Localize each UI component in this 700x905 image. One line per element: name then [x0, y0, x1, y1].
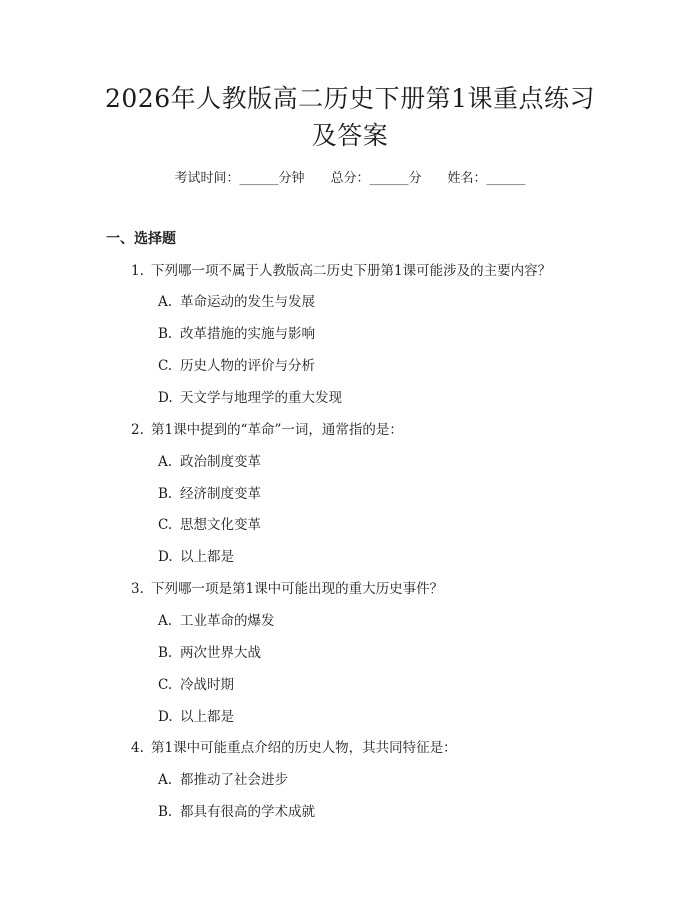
exam-meta — [0, 170, 700, 188]
option-letter: A. — [158, 454, 173, 470]
question-number: 1. — [131, 263, 144, 279]
page-title — [60, 80, 640, 154]
option-letter: C. — [158, 677, 173, 693]
option-letter: A. — [158, 772, 173, 788]
question-4-option-a — [158, 771, 288, 789]
question-text: 第1课中提到的“革命”一词，通常指的是： — [151, 422, 403, 438]
question-3 — [131, 580, 443, 598]
question-2-option-d — [158, 548, 234, 566]
section-heading: 一、选择题 — [106, 231, 176, 247]
question-1-option-c — [158, 357, 315, 375]
option-text: 革命运动的发生与发展 — [180, 294, 315, 310]
question-text: 下列哪一项不属于人教版高二历史下册第1课可能涉及的主要内容？ — [151, 263, 552, 279]
question-number: 3. — [131, 581, 144, 597]
question-1-option-b — [158, 325, 315, 343]
option-text: 都推动了社会进步 — [180, 772, 288, 788]
question-2 — [131, 421, 403, 439]
question-4 — [131, 739, 457, 757]
option-text: 两次世界大战 — [180, 645, 261, 661]
option-letter: D. — [158, 709, 173, 725]
question-1-option-d — [158, 389, 342, 407]
option-letter: C. — [158, 517, 173, 533]
question-1 — [131, 262, 551, 280]
question-2-option-c — [158, 516, 261, 534]
option-text: 天文学与地理学的重大发现 — [180, 390, 342, 406]
option-letter: D. — [158, 549, 173, 565]
student-name-label: 姓名：______ — [447, 171, 526, 186]
option-letter: C. — [158, 358, 173, 374]
question-4-option-b — [158, 803, 315, 821]
question-3-option-a — [158, 612, 275, 630]
option-text: 历史人物的评价与分析 — [180, 358, 315, 374]
question-number: 4. — [131, 740, 144, 756]
title-line-2: 及答案 — [311, 121, 389, 150]
option-letter: D. — [158, 390, 173, 406]
question-3-option-d — [158, 708, 234, 726]
question-2-option-b — [158, 485, 261, 503]
option-text: 政治制度变革 — [180, 454, 261, 470]
option-text: 以上都是 — [180, 709, 234, 725]
question-text: 第1课中可能重点介绍的历史人物，其共同特征是： — [151, 740, 457, 756]
option-text: 冷战时期 — [180, 677, 234, 693]
question-1-option-a — [158, 293, 315, 311]
option-text: 工业革命的爆发 — [180, 613, 275, 629]
title-line-1: 2026年人教版高二历史下册第1课重点练习 — [104, 84, 596, 113]
option-text: 改革措施的实施与影响 — [180, 326, 315, 342]
question-text: 下列哪一项是第1课中可能出现的重大历史事件？ — [151, 581, 444, 597]
option-letter: B. — [158, 804, 173, 820]
option-text: 经济制度变革 — [180, 486, 261, 502]
option-text: 都具有很高的学术成就 — [180, 804, 315, 820]
question-3-option-c — [158, 676, 234, 694]
question-3-option-b — [158, 644, 261, 662]
option-letter: B. — [158, 645, 173, 661]
option-text: 思想文化变革 — [180, 517, 261, 533]
exam-time-label: 考试时间：______分钟 — [174, 171, 305, 186]
option-text: 以上都是 — [180, 549, 234, 565]
question-2-option-a — [158, 453, 261, 471]
option-letter: B. — [158, 326, 173, 342]
option-letter: B. — [158, 486, 173, 502]
option-letter: A. — [158, 294, 173, 310]
question-number: 2. — [131, 422, 144, 438]
total-score-label: 总分：______分 — [330, 171, 422, 186]
option-letter: A. — [158, 613, 173, 629]
